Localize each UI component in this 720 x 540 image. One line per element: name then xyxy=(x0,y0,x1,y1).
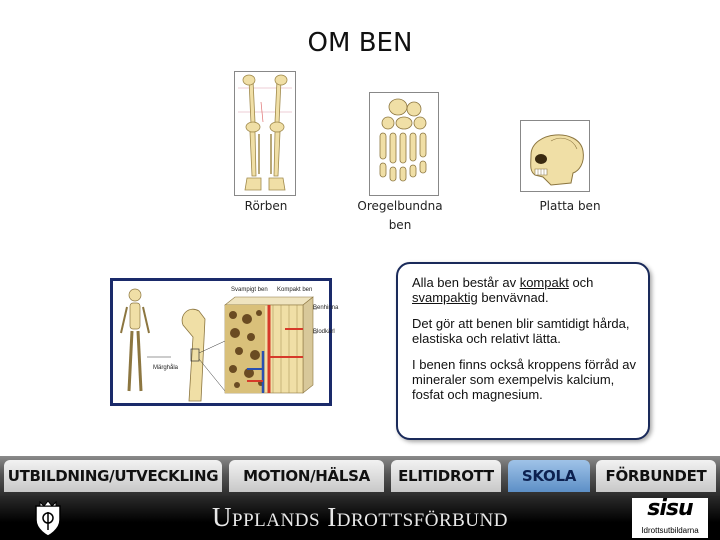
nav-bar xyxy=(0,456,720,496)
tab-elitidrott[interactable]: ELITIDROTT xyxy=(391,460,501,492)
label-periosteum: Benhinna xyxy=(313,305,339,311)
info-paragraph-2: Det gör att benen blir samtidigt hårda, elastiska och relativt lätta. xyxy=(412,316,630,346)
tab-forbundet[interactable]: FÖRBUNDET xyxy=(596,460,716,492)
sisu-logo xyxy=(632,498,708,538)
irregular-bone-caption-line2: ben xyxy=(388,218,412,232)
term-compact: kompakt xyxy=(519,275,569,290)
long-bone-image xyxy=(234,71,296,196)
label-compact-bone: Kompakt ben xyxy=(277,287,313,293)
bone-structure-diagram xyxy=(110,278,339,406)
info-text: och xyxy=(568,275,594,290)
organization-name: Upplands Idrottsförbund xyxy=(212,502,508,532)
footer xyxy=(0,496,720,540)
crest-logo-icon xyxy=(28,498,68,538)
irregular-bone-caption xyxy=(350,197,450,235)
long-bone-caption: Rörben xyxy=(244,199,288,213)
slide-title: OM BEN xyxy=(307,28,413,58)
tab-motion[interactable]: MOTION/HÄLSA xyxy=(229,460,384,492)
sisu-logo-subtitle: Idrottsutbildarna xyxy=(641,526,699,535)
label-marrow-cavity: Märghåla xyxy=(153,365,179,371)
info-text: benvävnad. xyxy=(477,290,549,305)
tab-utbildning[interactable]: UTBILDNING/UTVECKLING xyxy=(4,460,222,492)
flat-bone-image xyxy=(520,120,590,192)
info-text: Alla ben består av xyxy=(412,275,520,290)
flat-bone-caption: Platta ben xyxy=(539,199,601,213)
info-paragraph-3: I benen finns också kroppens förråd av mineraler som exempelvis kalcium, fosfat och magnesium. xyxy=(412,357,637,402)
info-textbox xyxy=(396,262,650,440)
bone-cross-section xyxy=(225,297,313,393)
tab-skola[interactable]: SKOLA xyxy=(508,460,590,492)
term-spongy: svampaktig xyxy=(412,290,478,305)
irregular-bone-caption-line1: Oregelbundna xyxy=(357,199,443,213)
label-spongy-bone: Svampigt ben xyxy=(231,287,268,293)
irregular-bone-image xyxy=(369,92,439,196)
label-blood-vessel: Blodkärl xyxy=(313,329,335,335)
sisu-logo-text: sisu xyxy=(647,496,693,521)
info-paragraph-1 xyxy=(412,275,638,305)
